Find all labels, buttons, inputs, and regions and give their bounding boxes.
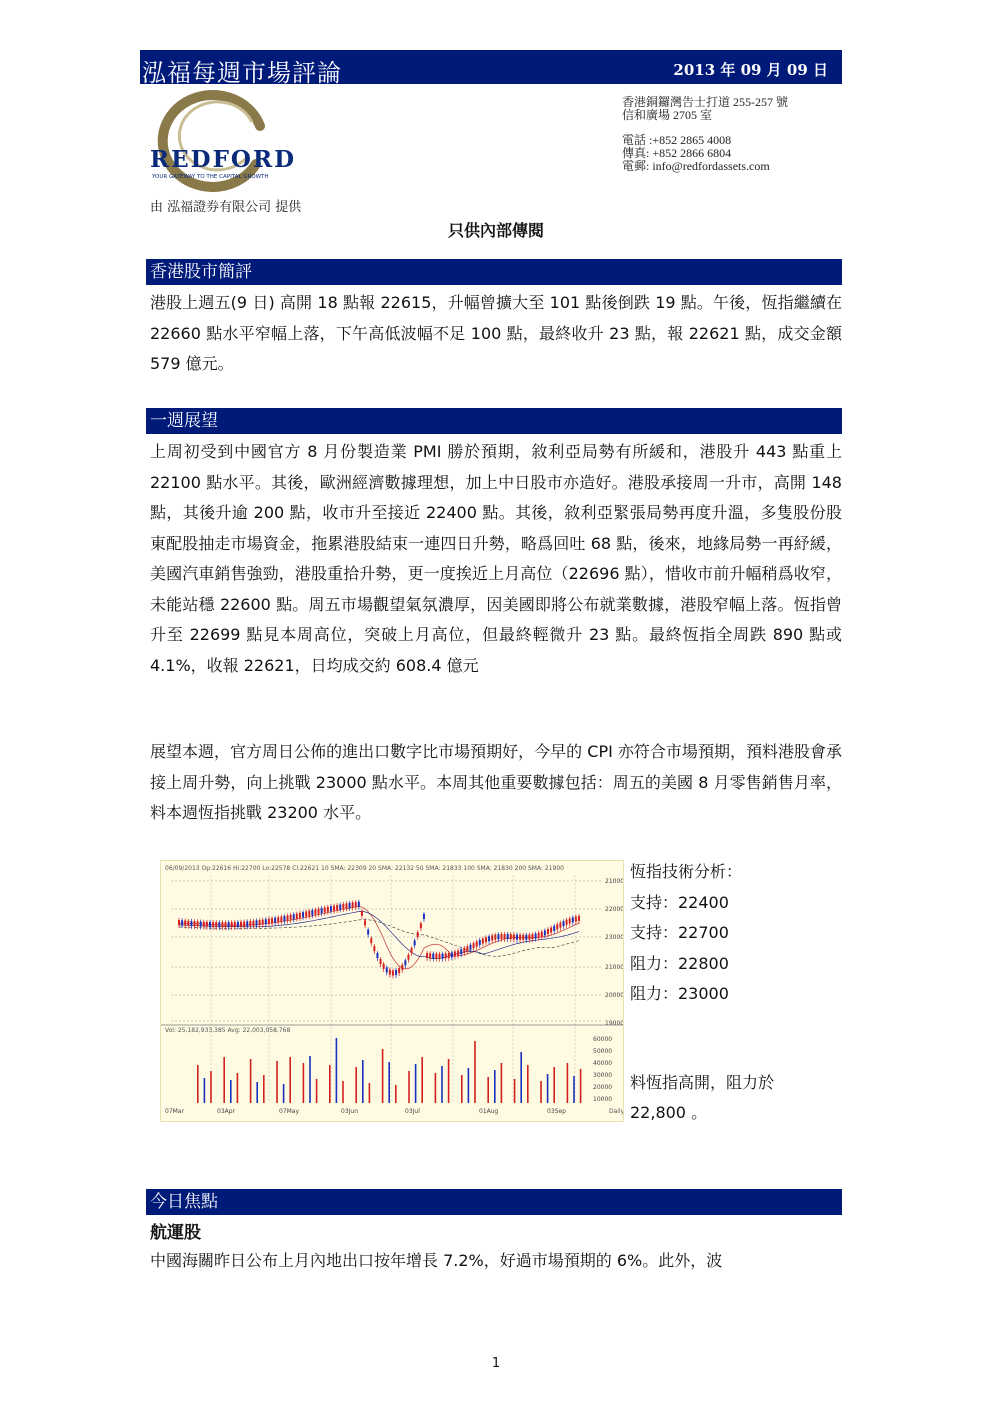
volume-bar [501,1063,503,1103]
candle-body [209,922,211,927]
candle-body [519,935,521,940]
candle-body [228,922,230,927]
candle-body [355,902,357,907]
candle-body [553,926,555,931]
volume-bar [276,1061,278,1103]
volume-bar [553,1067,555,1103]
candle-body [268,919,270,924]
candle-body [420,923,422,928]
redford-logo [148,86,308,196]
address-line-2: 信和廣場 2705 室 [622,108,713,122]
candle-body [259,920,261,925]
ma-line-10 [179,907,579,970]
hk-market-body [150,288,842,380]
y-tick-label: 23000 [605,934,623,941]
candle-body [411,948,413,953]
candle-body [333,906,335,911]
candle-body [184,920,186,925]
candle-body [318,909,320,914]
candle-body [218,922,220,927]
y-tick-label: 21000 [605,964,623,971]
candle-body [339,904,341,909]
candle-body [197,921,199,926]
x-axis-label: 03Jun [341,1108,359,1115]
fax: 傳真: +852 2866 6804 [622,146,732,160]
logo-tagline: YOUR GATEWAY TO THE CAPITAL GROWTH [152,174,269,180]
candle-body [460,949,462,954]
candle-body [280,917,282,922]
candle-body [562,921,564,926]
candle-body [522,935,524,940]
candle-body [194,921,196,926]
candle-body [342,904,344,909]
candle-body [299,913,301,918]
candle-body [513,934,515,939]
y-tick-label: 21000 [605,878,623,885]
volume-bar [448,1059,450,1103]
candle-body [414,940,416,945]
candle-body [488,936,490,941]
volume-bar [514,1079,516,1103]
candle-body [469,945,471,950]
volume-bar [382,1049,384,1103]
section-hk-market-title: 香港股市簡評 [146,259,842,285]
candle-body [252,921,254,926]
today-focus-body [150,1246,842,1277]
candle-body [283,916,285,921]
volume-bar [210,1071,212,1103]
candle-body [479,940,481,945]
week-outlook-body [150,437,842,681]
candle-body [404,960,406,965]
candle-body [476,942,478,947]
candle-body [274,918,276,923]
candle-body [373,946,375,951]
candle-body [240,922,242,927]
candle-body [525,935,527,940]
volume-bar [468,1068,470,1103]
email: 電郵: info@redfordassets.com [622,159,770,173]
candle-body [442,954,444,959]
volume-bar [567,1063,569,1103]
volume-bar [204,1078,206,1103]
volume-bar [421,1057,423,1103]
vol-tick-label: 40000 [593,1060,613,1067]
y-tick-label: 19000 [605,1020,623,1027]
candle-body [262,920,264,925]
address-block [622,96,788,173]
internal-notice: 只供內部傳閱 [447,221,544,240]
candle-body [497,934,499,939]
candle-body [190,921,192,926]
candle-body [448,953,450,958]
candle-body [330,906,332,911]
provider-line: 由 泓福證券有限公司 提供 [150,200,302,215]
candle-body [231,922,233,927]
candle-body [287,915,289,920]
candle-body [237,922,239,927]
candle-body [265,919,267,924]
volume-bar [408,1071,410,1103]
hk-market-paragraph: 港股上週五(9 日) 高開 18 點報 22615，升幅曾擴大至 101 點後倒跌 19 點。午後，恆指繼續在 22660 點水平窄幅上落，下午高低波幅不足 100 點，最終收升 23 點，報 22621 點，成交金額 579 億元。 [150,293,842,373]
candle-body [528,935,530,940]
candle-body [569,918,571,923]
x-axis-label: 03Sep [547,1108,566,1115]
address-line-1: 香港銅鑼灣告士打道 255-257 號 [622,95,788,109]
candle-body [361,911,363,916]
candle-body [407,955,409,960]
vol-tick-label: 60000 [593,1036,613,1043]
candle-body [336,905,338,910]
candle-body [212,922,214,927]
support-2: 支持：22700 [630,923,729,942]
x-axis-label: 03Apr [217,1108,236,1115]
x-axis-label: 01Aug [479,1108,499,1115]
volume-bar [197,1065,199,1103]
vol-tick-label: 50000 [593,1048,613,1055]
candle-body [308,911,310,916]
candle-body [401,965,403,970]
candle-body [206,922,208,927]
vol-tick-label: 20000 [593,1084,613,1091]
volume-bar [547,1074,549,1103]
candle-body [345,903,347,908]
candle-body [352,902,354,907]
candle-body [367,930,369,935]
candle-body [234,922,236,927]
candle-body [485,937,487,942]
candle-body [550,928,552,933]
candle-body [349,903,351,908]
section-week-outlook-title: 一週展望 [146,408,842,434]
volume-bar [527,1065,529,1103]
volume-bar [441,1066,443,1103]
candle-body [215,922,217,927]
candle-body [466,946,468,951]
candle-body [370,938,372,943]
candle-body [398,968,400,973]
candle-body [531,934,533,939]
volume-bar [309,1056,311,1103]
x-axis-label: 03Jul [405,1108,420,1115]
week-outlook-body-2 [150,737,842,829]
candle-body [438,954,440,959]
candle-body [314,909,316,914]
candle-body [311,910,313,915]
candle-body [426,953,428,958]
volume-bar [289,1057,291,1103]
volume-bar [230,1080,232,1103]
candle-body [566,920,568,925]
candle-body [510,934,512,939]
support-1: 支持：22400 [630,892,729,912]
candle-body [417,932,419,937]
candle-body [516,935,518,940]
candle-body [293,914,295,919]
hsi-chart [160,860,624,1122]
candle-body [324,907,326,912]
candle-body [432,953,434,958]
candle-body [482,939,484,944]
candle-body [451,952,453,957]
candle-body [271,918,273,923]
resistance-2: 阻力：23000 [630,984,729,1003]
candle-body [547,929,549,934]
section-today-focus-title: 今日焦點 [146,1189,842,1215]
candle-body [243,922,245,927]
candle-body [364,920,366,925]
volume-bar [474,1041,476,1103]
volume-bar [540,1081,542,1103]
candle-body [302,912,304,917]
y-tick-label: 20000 [605,992,623,999]
vol-tick-label: 30000 [593,1072,613,1079]
volume-bar [494,1070,496,1103]
x-axis-label: 07Mar [165,1108,184,1115]
candle-body [305,912,307,917]
candle-body [386,967,388,972]
candle-body [327,907,329,912]
candle-body [321,908,323,913]
chart-volume-text: Vol: 25,182,933,385 Avg: 22,003,058,768 [165,1027,291,1034]
candle-body [187,921,189,926]
volume-bar [461,1075,463,1103]
vol-tick-label: 10000 [593,1096,613,1103]
candle-body [500,934,502,939]
candle-body [178,920,180,925]
volume-bar [520,1052,522,1103]
volume-bar [336,1038,338,1103]
week-outlook-paragraph-1: 上周初受到中國官方 8 月份製造業 PMI 勝於預期，敘利亞局勢有所緩和，港股升 443 點重上 22100 點水平。其後，歐洲經濟數據理想，加上中日股市亦造好。港股承接周一升市，高開 148 點，其後升逾 200 點，收市升至接近 22400 點。其後，敘利亞緊張局勢再度升溫，多隻股份股東配股抽走市場資金，拖累港股結束一連四日升勢，略爲回吐 68 點，後來，地緣局勢一再紓緩，美國汽車銷售強勁，港股重拾升勢，更一度挨近上月高位（22696 點），惜收市前升幅稍爲收窄，未能站穩 22600 點。周五市場觀望氣氛濃厚，因美國即將公布就業數據，港股窄幅上落。恆指曾升至 22699 點見本周高位，突破上月高位，但最終輕微升 23 點。最終恆指全周跌 890 點或 4.1%，收報 22621，日均成交約 608.4 億元 [150,442,842,675]
candle-body [246,921,248,926]
candle-body [491,935,493,940]
volume-bar [395,1085,397,1103]
candle-body [457,951,459,956]
candle-body [538,933,540,938]
volume-bar [283,1084,285,1103]
candle-body [445,953,447,958]
volume-bar [487,1077,489,1103]
page-number: 1 [491,1356,501,1371]
candle-body [392,971,394,976]
volume-bar [256,1082,258,1103]
volume-bar [388,1062,390,1103]
x-axis-label: 07May [279,1108,300,1115]
chart-x-unit: Daily [609,1108,623,1115]
candle-body [296,914,298,919]
today-focus-subhead: 航運股 [150,1223,201,1243]
candle-body [473,943,475,948]
hsi-chart-svg [161,861,623,1121]
volume-bar [237,1073,239,1103]
candle-body [463,948,465,953]
candle-body [507,934,509,939]
volume-bar [415,1064,417,1103]
technical-analysis [630,857,830,1129]
candle-body [181,920,183,925]
header-bar [140,50,842,87]
volume-bar [580,1069,582,1103]
y-tick-label: 22000 [605,906,623,913]
week-outlook-paragraph-2: 展望本週，官方周日公佈的進出口數字比市場預期好，今早的 CPI 亦符合市場預期，預料港股會承接上周升勢，向上挑戰 23000 點水平。本周其他重要數據包括：周五的美國 8 月零售銷售月率，料本週恆指挑戰 23200 水平。 [150,742,842,822]
candle-body [572,917,574,922]
candle-body [575,917,577,922]
volume-bar [250,1059,252,1103]
candle-body [429,953,431,958]
technical-heading: 恆指技術分析： [630,862,743,881]
candle-body [358,902,360,907]
candle-body [383,964,385,969]
logo-brand: REDFORD [150,146,297,173]
candle-body [504,934,506,939]
candle-body [380,959,382,964]
telephone: 電話 :+852 2865 4008 [622,133,732,147]
volume-bar [316,1079,318,1103]
candle-body [494,935,496,940]
candle-body [559,923,561,928]
candle-body [544,930,546,935]
candle-body [376,953,378,958]
candle-body [556,924,558,929]
candle-body [203,922,205,927]
chart-header-text: 06/09/2013 Op:22616 Hi:22700 Lo:22578 Cl:22621 10 SMA: 22309 20 SMA: 22132 50 SMA: 21833 100 SMA: 21830 200 SMA: 21900 [165,865,564,872]
candle-body [277,917,279,922]
candle-body [249,921,251,926]
candle-body [423,914,425,919]
volume-bar [573,1076,575,1103]
technical-note: 料恆指高開，阻力於 22,800 。 [630,1072,775,1122]
volume-bar [342,1081,344,1103]
resistance-1: 阻力：22800 [630,953,729,973]
candle-body [541,932,543,937]
candle-body [389,970,391,975]
candle-body [535,934,537,939]
candle-body [395,970,397,975]
candle-body [578,916,580,921]
volume-bar [362,1060,364,1103]
volume-bar [369,1083,371,1103]
volume-bar [223,1057,225,1103]
candle-body [290,915,292,920]
today-focus-paragraph: 中國海關昨日公布上月內地出口按年增長 7.2%，好過市場預期的 6%。此外，波 [150,1251,723,1270]
volume-bar [303,1063,305,1103]
candle-body [454,952,456,957]
candle-body [221,922,223,927]
candle-body [435,954,437,959]
report-date: 2013 年 09 月 09 日 [673,61,828,79]
candle-body [256,920,258,925]
volume-bar [263,1075,265,1103]
report-title: 泓福每週市場評論 [142,59,342,87]
volume-bar [355,1067,357,1103]
volume-bar [435,1073,437,1103]
volume-bar [329,1065,331,1103]
candle-body [225,922,227,927]
candle-body [200,922,202,927]
